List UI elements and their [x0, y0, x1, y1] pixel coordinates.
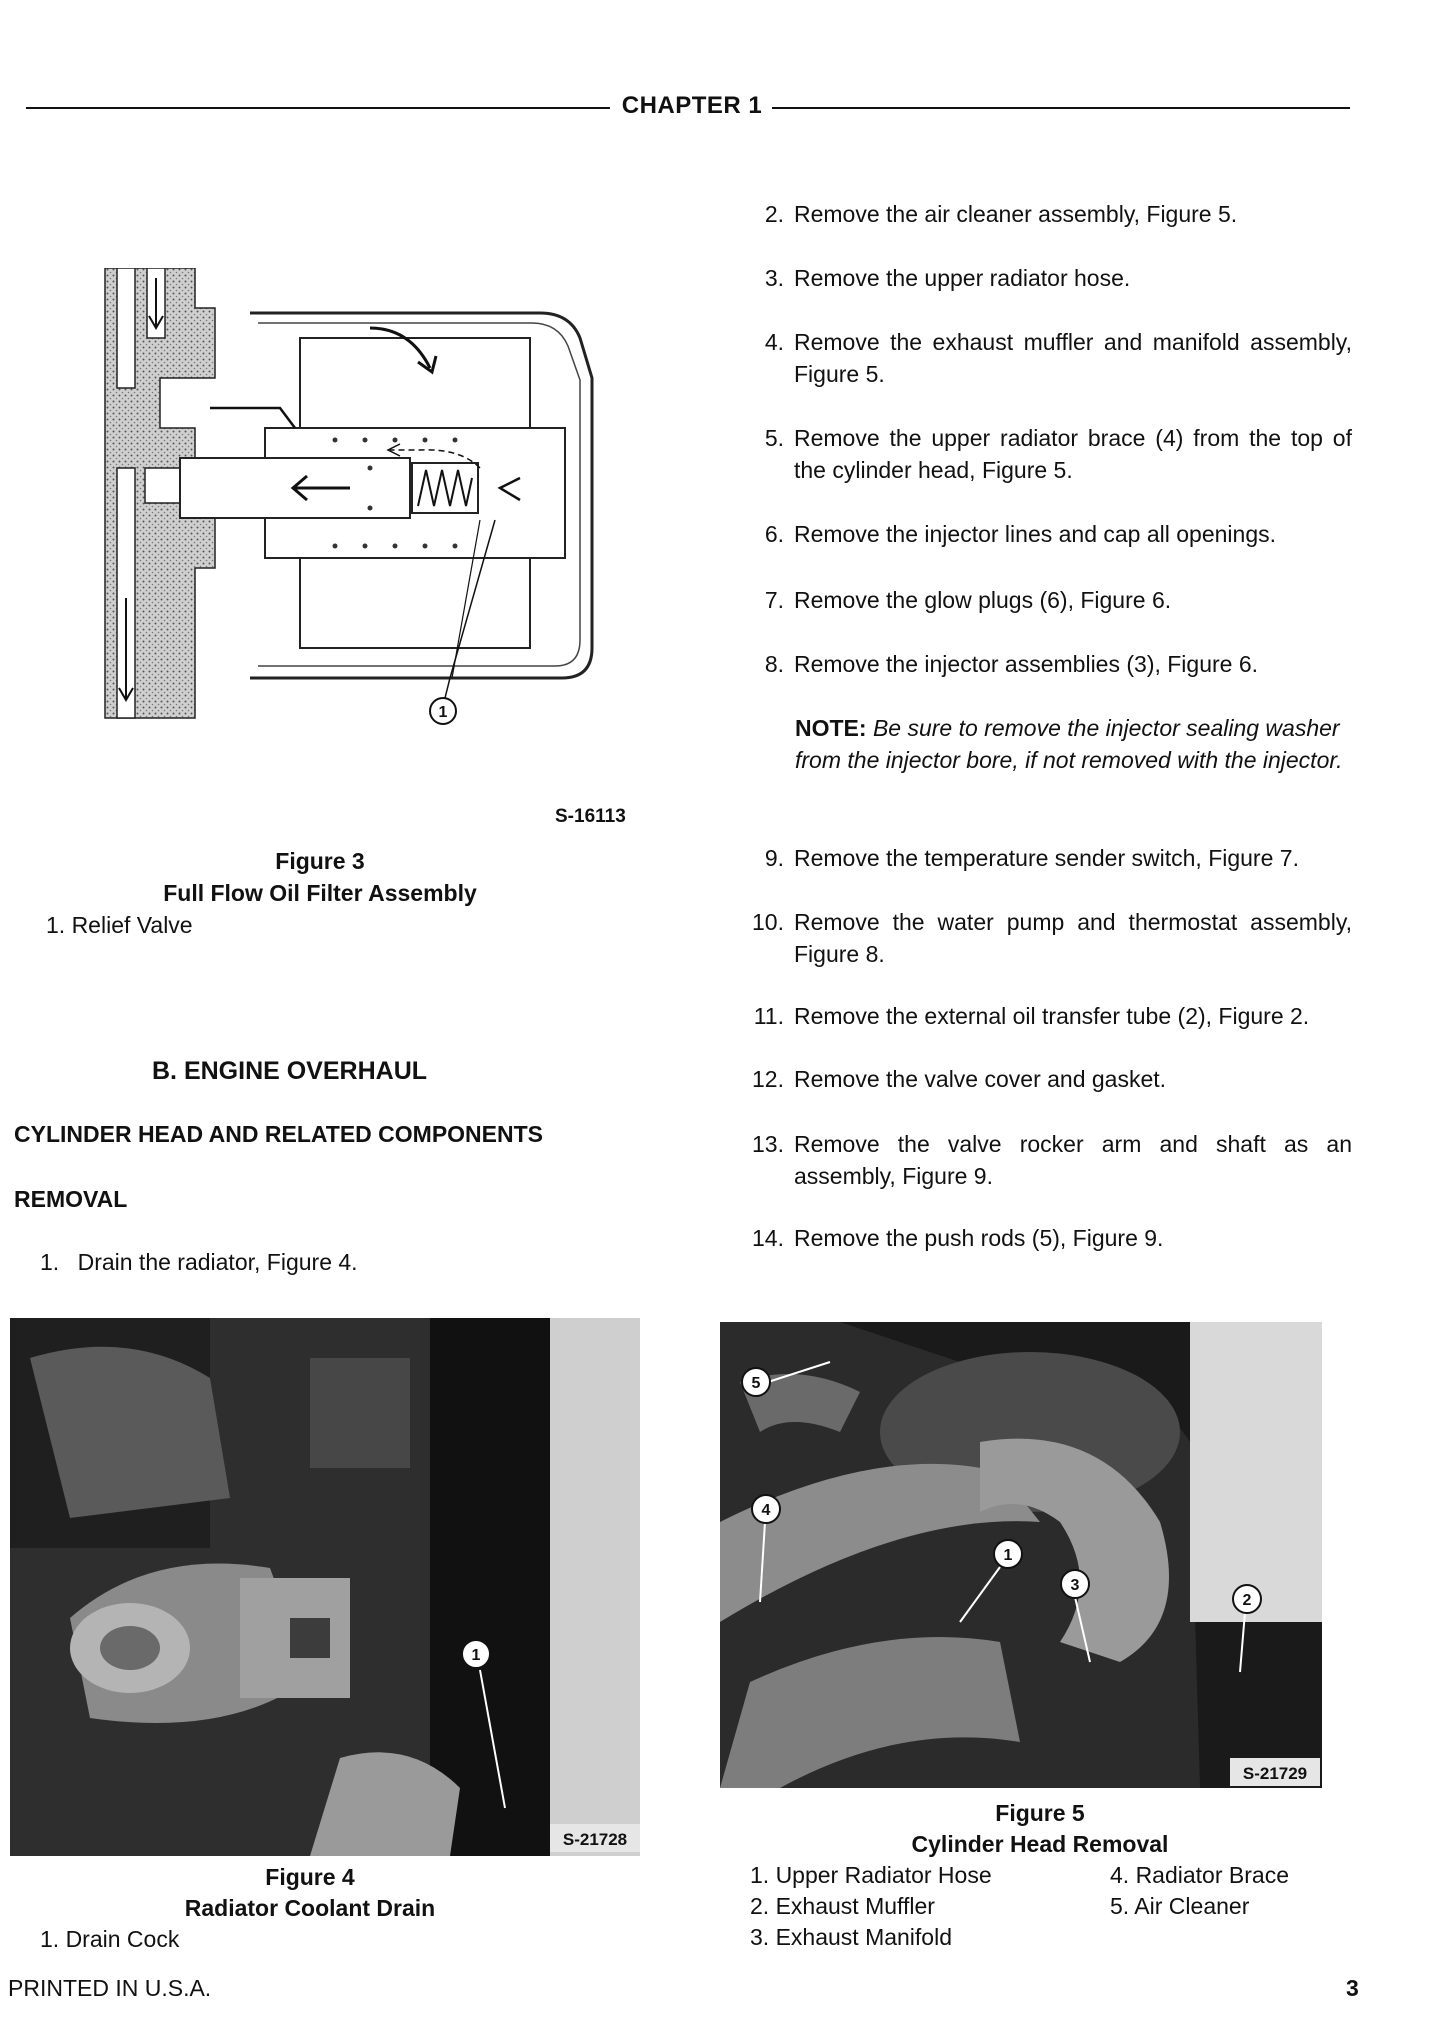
step-6-text: Remove the injector lines and cap all openings. — [794, 521, 1277, 547]
figure-4-subtitle: Radiator Coolant Drain — [184, 1895, 436, 1921]
step-14-text: Remove the push rods (5), Figure 9. — [794, 1225, 1164, 1251]
step-7-text: Remove the glow plugs (6), Figure 6. — [794, 587, 1172, 613]
step-2-text: Remove the air cleaner assembly, Figure 5. — [794, 201, 1238, 227]
fig5-callout-2-label: 2 — [1242, 1592, 1252, 1609]
step-4-num: 4. — [764, 329, 784, 355]
section-heading: B. ENGINE OVERHAUL — [152, 1057, 428, 1085]
fig5-callout-4-label: 4 — [761, 1502, 771, 1519]
figure-4-code: S-21728 — [562, 1830, 628, 1849]
step-5 — [740, 422, 1352, 486]
callout-1-label: 1 — [438, 704, 448, 721]
figure-4-legend-item: 1. Drain Cock — [40, 1926, 180, 1952]
figure-5-code: S-21729 — [1242, 1764, 1308, 1783]
step-9-num: 9. — [764, 845, 784, 871]
oil-filter-cross-section — [100, 268, 600, 738]
figure-5-title: Figure 5 — [995, 1800, 1085, 1826]
printed-in-footer: PRINTED IN U.S.A. — [8, 1975, 212, 2001]
step-10-text: Remove the water pump and thermostat assembly, Figure 8. — [794, 909, 1352, 967]
radiator-drain-photo — [10, 1318, 640, 1856]
step-3-num: 3. — [764, 265, 784, 291]
figure-3-title: Figure 3 — [275, 848, 365, 874]
step-12-text: Remove the valve cover and gasket. — [794, 1066, 1167, 1092]
step-11 — [740, 1000, 1352, 1032]
removal-heading: REMOVAL — [14, 1186, 128, 1212]
step-2 — [740, 198, 1352, 230]
step-8-num: 8. — [764, 651, 784, 677]
step-3-text: Remove the upper radiator hose. — [794, 265, 1131, 291]
figure-5-legend-left — [750, 1860, 992, 1953]
step-1-text: Drain the radiator, Figure 4. — [77, 1249, 358, 1275]
step-7-num: 7. — [764, 587, 784, 613]
chapter-heading: CHAPTER 1 — [621, 92, 763, 119]
note-label: NOTE: — [795, 715, 867, 741]
fig4-callout-1-label: 1 — [471, 1647, 481, 1664]
fig5-callout-5-label: 5 — [751, 1375, 761, 1392]
step-12-num: 12. — [752, 1066, 784, 1092]
step-10 — [740, 906, 1352, 970]
step-5-num: 5. — [764, 425, 784, 451]
step-12 — [740, 1063, 1352, 1095]
step-1-num: 1. — [40, 1249, 60, 1275]
figure-3-code: S-16113 — [555, 806, 626, 827]
step-10-num: 10. — [752, 909, 784, 935]
figure-5-photo — [720, 1322, 1322, 1788]
figure-5-legend-right — [1110, 1860, 1289, 1922]
figure-5-subtitle: Cylinder Head Removal — [911, 1831, 1169, 1857]
header-rule-left — [26, 107, 610, 109]
legend-item: 3. Exhaust Manifold — [750, 1924, 953, 1950]
page-number: 3 — [1346, 1975, 1359, 2001]
step-5-text: Remove the upper radiator brace (4) from the top of the cylinder head, Figure 5. — [794, 425, 1352, 483]
figure-3-subtitle: Full Flow Oil Filter Assembly — [163, 880, 477, 906]
step-7 — [740, 584, 1352, 616]
step-8-text: Remove the injector assemblies (3), Figure 6. — [794, 651, 1259, 677]
legend-item: 1. Upper Radiator Hose — [750, 1862, 992, 1888]
figure-4-photo — [10, 1318, 640, 1856]
step-11-num: 11. — [753, 1003, 784, 1029]
subsection-heading: CYLINDER HEAD AND RELATED COMPONENTS — [14, 1121, 544, 1147]
step-8 — [740, 648, 1352, 680]
step-6 — [740, 518, 1352, 550]
header-rule-right — [772, 107, 1350, 109]
figure-4-title: Figure 4 — [265, 1864, 355, 1890]
step-6-num: 6. — [764, 521, 784, 547]
step-11-text: Remove the external oil transfer tube (2), Figure 2. — [794, 1003, 1310, 1029]
step-13-num: 13. — [752, 1131, 784, 1157]
fig5-callout-3-label: 3 — [1070, 1577, 1080, 1594]
step-9-text: Remove the temperature sender switch, Figure 7. — [794, 845, 1299, 871]
legend-item: 5. Air Cleaner — [1110, 1893, 1250, 1919]
legend-item: 4. Radiator Brace — [1110, 1862, 1289, 1888]
step-4 — [740, 326, 1352, 390]
step-3 — [740, 262, 1352, 294]
step-4-text: Remove the exhaust muffler and manifold assembly, Figure 5. — [794, 329, 1352, 387]
step-9 — [740, 842, 1352, 874]
fig5-callout-1-label: 1 — [1003, 1547, 1013, 1564]
cylinder-head-photo — [720, 1322, 1322, 1788]
note-block — [795, 712, 1355, 776]
step-2-num: 2. — [764, 201, 784, 227]
step-14 — [740, 1222, 1352, 1254]
step-13 — [740, 1128, 1352, 1192]
note-text: Be sure to remove the injector sealing washer from the injector bore, if not removed with the injector. — [795, 715, 1343, 773]
step-13-text: Remove the valve rocker arm and shaft as an assembly, Figure 9. — [794, 1131, 1352, 1189]
legend-item: 2. Exhaust Muffler — [750, 1893, 935, 1919]
figure-3-drawing — [100, 268, 600, 738]
step-14-num: 14. — [752, 1225, 784, 1251]
figure-3-legend-item: 1. Relief Valve — [46, 912, 193, 938]
step-1 — [40, 1246, 580, 1278]
